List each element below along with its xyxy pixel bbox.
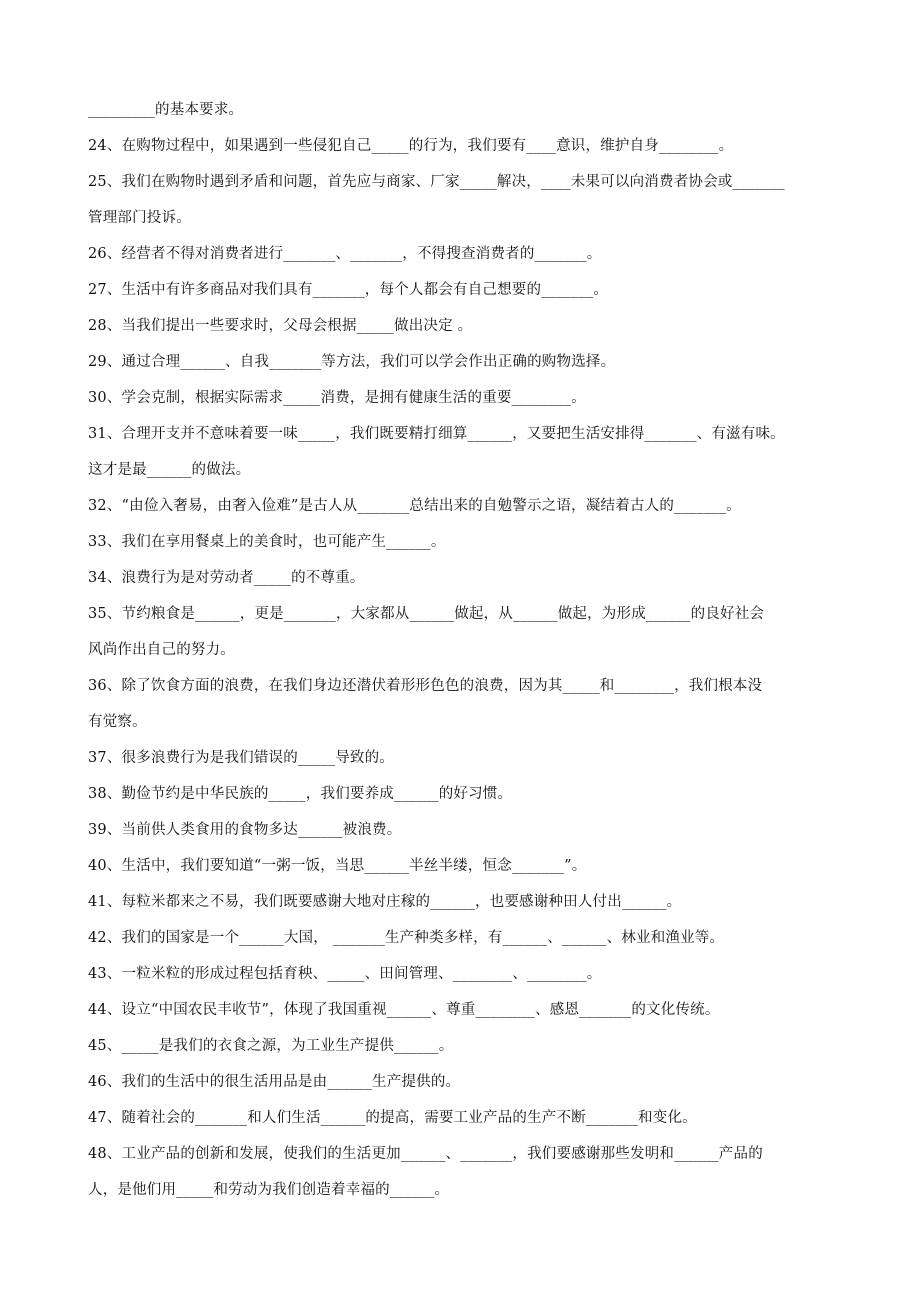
text-line: _________的基本要求。 bbox=[88, 102, 244, 118]
question-35-cont: 风尚作出自己的努力。 bbox=[88, 642, 235, 658]
question-30: 30、学会克制，根据实际需求_____消费，是拥有健康生活的重要________。 bbox=[88, 390, 586, 406]
question-48-cont: 人，是他们用_____和劳动为我们创造着幸福的______。 bbox=[88, 1182, 450, 1198]
question-46: 46、我们的生活中的很生活用品是由______生产提供的。 bbox=[88, 1074, 461, 1090]
question-39: 39、当前供人类食用的食物多达______被浪费。 bbox=[88, 822, 402, 838]
question-35: 35、节约粮食是______，更是_______，大家都从______做起，从______做起，为形成______的良好社会 bbox=[88, 606, 765, 622]
question-40: 40、生活中，我们要知道“一粥一饭，当思______半丝半缕，恒念_______”。 bbox=[88, 858, 587, 874]
question-26: 26、经营者不得对消费者进行_______、_______，不得搜查消费者的_______。 bbox=[88, 246, 602, 262]
question-38: 38、勤俭节约是中华民族的_____，我们要养成______的好习惯。 bbox=[88, 786, 513, 802]
question-45: 45、_____是我们的衣食之源，为工业生产提供______。 bbox=[88, 1038, 454, 1054]
question-36: 36、除了饮食方面的浪费，在我们身边还潜伏着形形色色的浪费，因为其_____和________，我们根本没 bbox=[88, 678, 763, 694]
question-44: 44、设立“中国农民丰收节”，体现了我国重视______、尊重________、感恩_______的文化传统。 bbox=[88, 1002, 720, 1018]
question-29: 29、通过合理______、自我_______等方法，我们可以学会作出正确的购物选择。 bbox=[88, 354, 616, 370]
question-42: 42、我们的国家是一个______大国， _______生产种类多样，有______、______、林业和渔业等。 bbox=[88, 930, 725, 946]
question-25: 25、我们在购物时遇到矛盾和问题，首先应与商家、厂家_____解决，____未果可以向消费者协会或_______ bbox=[88, 174, 785, 190]
question-31: 31、合理开支并不意味着要一味_____，我们既要精打细算______，又要把生活安排得_______、有滋有味。 bbox=[88, 426, 785, 442]
question-31-cont: 这才是最______的做法。 bbox=[88, 462, 251, 478]
question-36-cont: 有觉察。 bbox=[88, 714, 147, 730]
question-27: 27、生活中有许多商品对我们具有_______，每个人都会有自己想要的_______。 bbox=[88, 282, 609, 298]
question-43: 43、一粒米粒的形成过程包括育秧、_____、田间管理、________、________。 bbox=[88, 966, 602, 982]
question-48: 48、工业产品的创新和发展，使我们的生活更加______、_______，我们要感谢那些发明和______产品的 bbox=[88, 1146, 763, 1162]
question-37: 37、很多浪费行为是我们错误的_____导致的。 bbox=[88, 750, 394, 766]
question-33: 33、我们在享用餐桌上的美食时，也可能产生______。 bbox=[88, 534, 446, 550]
question-24: 24、在购物过程中，如果遇到一些侵犯自己_____的行为，我们要有____意识，维护自身________。 bbox=[88, 138, 734, 154]
question-47: 47、随着社会的_______和人们生活______的提高，需要工业产品的生产不断_______和变化。 bbox=[88, 1110, 697, 1126]
question-25-cont: 管理部门投诉。 bbox=[88, 210, 191, 226]
question-41: 41、每粒米都来之不易，我们既要感谢大地对庄稼的______，也要感谢种田人付出______。 bbox=[88, 894, 682, 910]
question-34: 34、浪费行为是对劳动者_____的不尊重。 bbox=[88, 570, 365, 586]
question-list bbox=[88, 92, 836, 1208]
question-28: 28、当我们提出一些要求时，父母会根据_____做出决定 。 bbox=[88, 318, 473, 334]
question-32: 32、“由俭入奢易，由奢入俭难”是古人从_______总结出来的自勉警示之语，凝结着古人的_______。 bbox=[88, 498, 741, 514]
